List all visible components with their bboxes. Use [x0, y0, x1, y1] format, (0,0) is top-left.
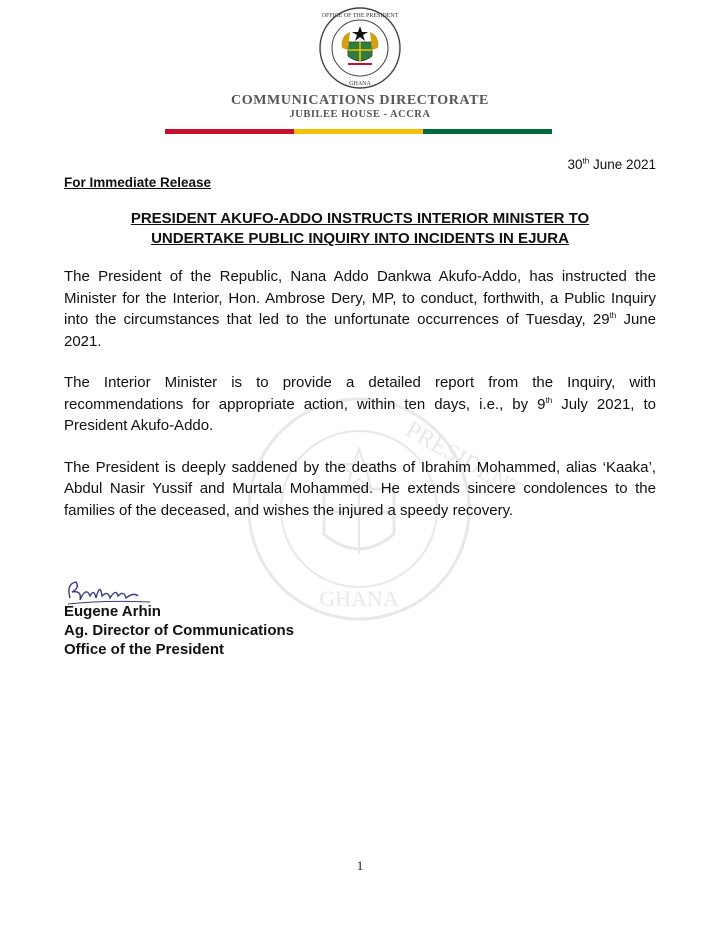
presidential-seal-logo: [318, 6, 402, 90]
body-paragraph-1: The President of the Republic, Nana Addo Dankwa Akufo-Addo, has instructed the Minister for the Interior, Hon. Ambrose Dery, MP, to conduct, forthwith, a Public Inquiry into the circumstances that led to the unfortunate occurrences of Tuesday, 29th June 2021.: [64, 268, 656, 350]
watermark-text-top: PRESIDENT: [401, 416, 527, 504]
letterhead-title: COMMUNICATIONS DIRECTORATE: [231, 93, 489, 108]
signatory-role: Ag. Director of Communications: [64, 622, 295, 639]
seal-ring-text-bottom: GHANA: [349, 81, 371, 87]
release-label: For Immediate Release: [64, 175, 212, 190]
headline-line-1: PRESIDENT AKUFO-ADDO INSTRUCTS INTERIOR MINISTER TO: [130, 210, 590, 227]
signatory-name: Eugene Arhin: [64, 603, 161, 620]
release-date: 30th June 2021: [567, 156, 656, 172]
seal-ring-text-top: OFFICE OF THE PRESIDENT: [321, 13, 399, 19]
color-bar-red: [165, 129, 294, 134]
release-body: [64, 266, 656, 541]
watermark-text-bottom: GHANA: [319, 586, 399, 611]
signatory-office: Office of the President: [64, 641, 225, 658]
color-bar-green: [423, 129, 552, 134]
page-number: 1: [356, 858, 364, 873]
press-release-headline: [64, 209, 656, 249]
letterhead-subtitle: JUBILEE HOUSE - ACCRA: [289, 109, 431, 120]
body-paragraph-2: The Interior Minister is to provide a detailed report from the Inquiry, with recommendations for appropriate action, within ten days, i.e., by 9th July 2021, to President Akufo-Addo.: [64, 374, 657, 434]
headline-line-2: UNDERTAKE PUBLIC INQUIRY INTO INCIDENTS IN EJURA: [151, 230, 569, 247]
letterhead-color-bar: [165, 129, 552, 134]
body-paragraph-3: The President is deeply saddened by the deaths of Ibrahim Mohammed, alias ‘Kaaka’, Abdul Nasir Yussif and Murtala Mohammed. He extends sincere condolences to the families of the deceased, and wishes the injured a speedy recovery.: [64, 458, 656, 519]
color-bar-gold: [294, 129, 423, 134]
